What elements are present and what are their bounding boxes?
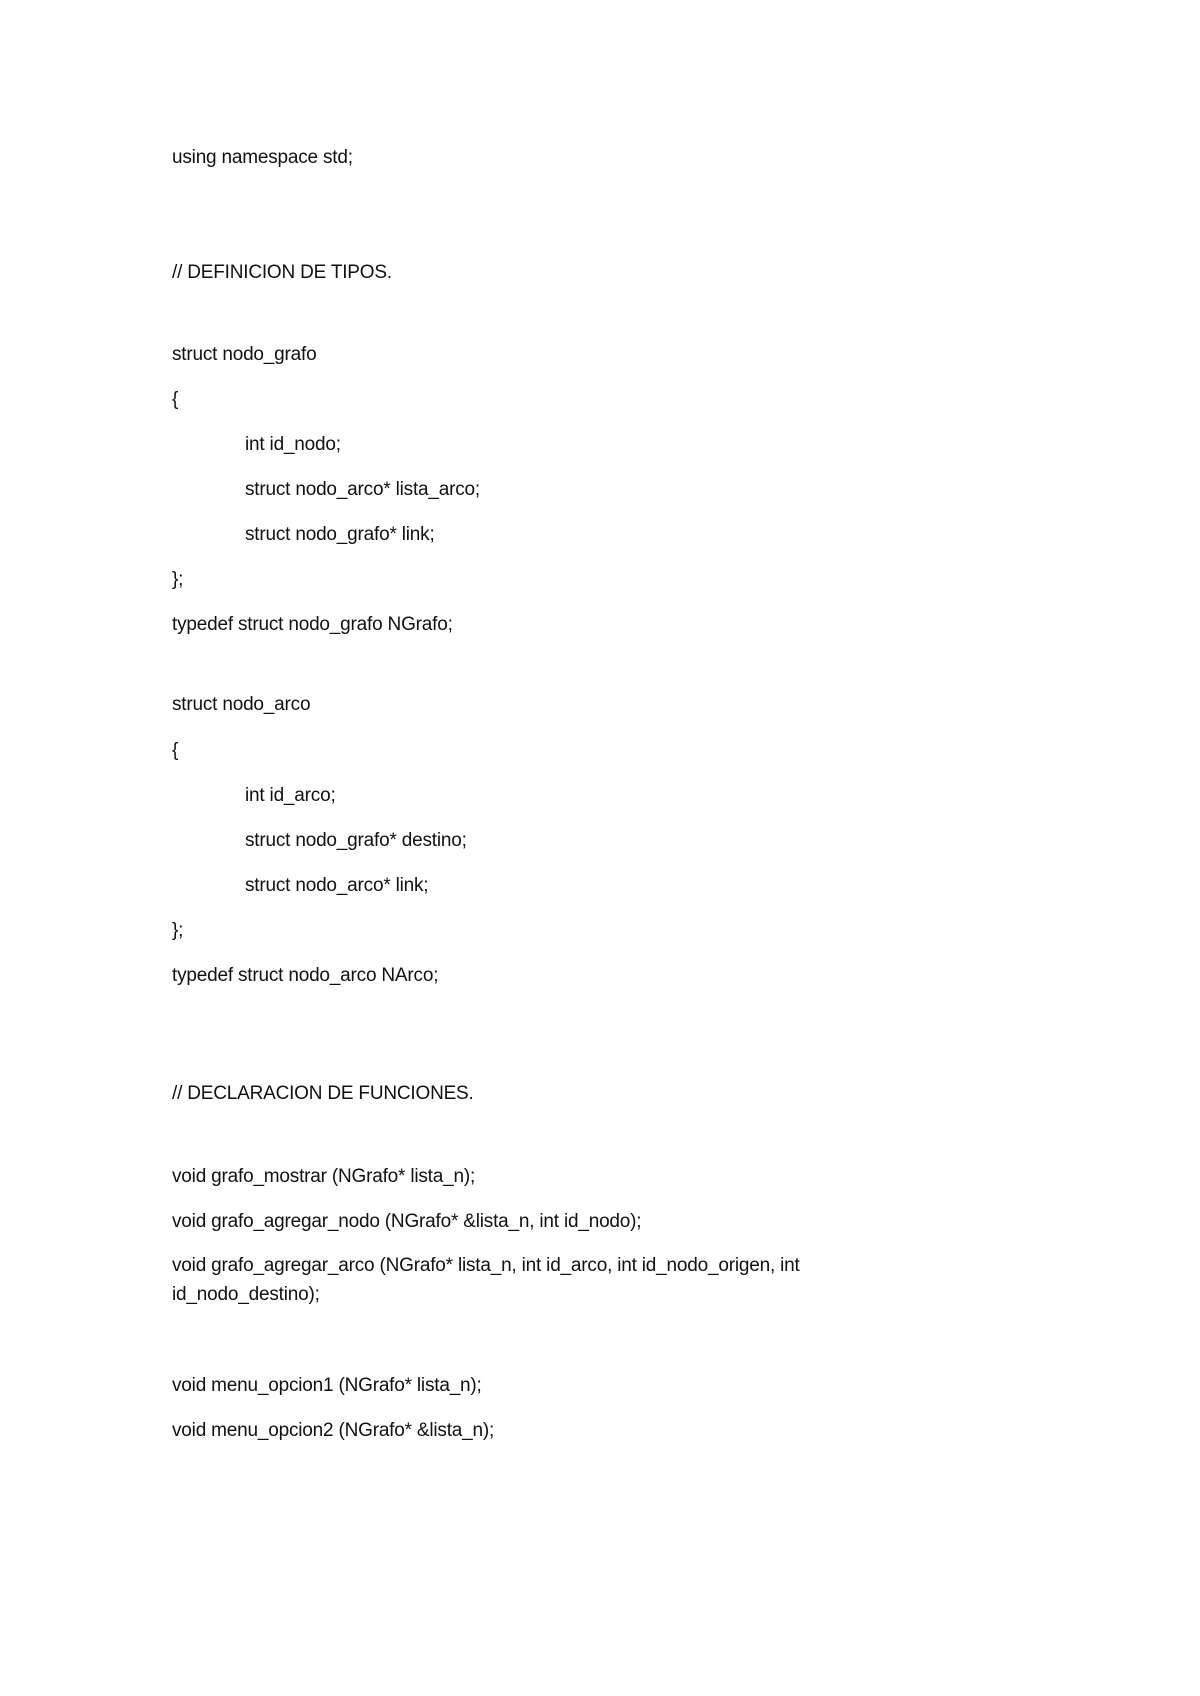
code-line-struct-nodo-arco: struct nodo_arco: [172, 694, 311, 715]
comment-definicion-tipos: // DEFINICION DE TIPOS.: [172, 262, 392, 283]
code-line-int-id-nodo: int id_nodo;: [245, 434, 341, 455]
code-line-grafo-agregar-arco: void grafo_agregar_arco (NGrafo* lista_n, int id_arco, int id_nodo_origen, int id_nodo_destino);: [172, 1255, 800, 1305]
code-line-using-namespace: using namespace std;: [172, 147, 353, 168]
code-line-menu-opcion1: void menu_opcion1 (NGrafo* lista_n);: [172, 1375, 482, 1396]
code-line-close-brace-2: };: [172, 920, 184, 941]
code-line-menu-opcion2: void menu_opcion2 (NGrafo* &lista_n);: [172, 1420, 495, 1441]
code-line-grafo-agregar-nodo: void grafo_agregar_nodo (NGrafo* &lista_n, int id_nodo);: [172, 1211, 642, 1232]
code-line-lista-arco: struct nodo_arco* lista_arco;: [245, 479, 480, 500]
code-line-arco-link: struct nodo_arco* link;: [245, 875, 429, 896]
code-line-typedef-narco: typedef struct nodo_arco NArco;: [172, 965, 439, 986]
code-line-open-brace-2: {: [172, 740, 179, 761]
code-line-struct-nodo-grafo: struct nodo_grafo: [172, 344, 317, 365]
code-line-int-id-arco: int id_arco;: [245, 785, 336, 806]
code-line-grafo-link: struct nodo_grafo* link;: [245, 524, 435, 545]
comment-declaracion-funciones: // DECLARACION DE FUNCIONES.: [172, 1083, 474, 1104]
code-line-destino: struct nodo_grafo* destino;: [245, 830, 467, 851]
code-line-typedef-ngrafo: typedef struct nodo_grafo NGrafo;: [172, 614, 453, 635]
code-line-open-brace: {: [172, 389, 179, 410]
code-line-grafo-mostrar: void grafo_mostrar (NGrafo* lista_n);: [172, 1166, 476, 1187]
code-line-close-brace: };: [172, 569, 184, 590]
